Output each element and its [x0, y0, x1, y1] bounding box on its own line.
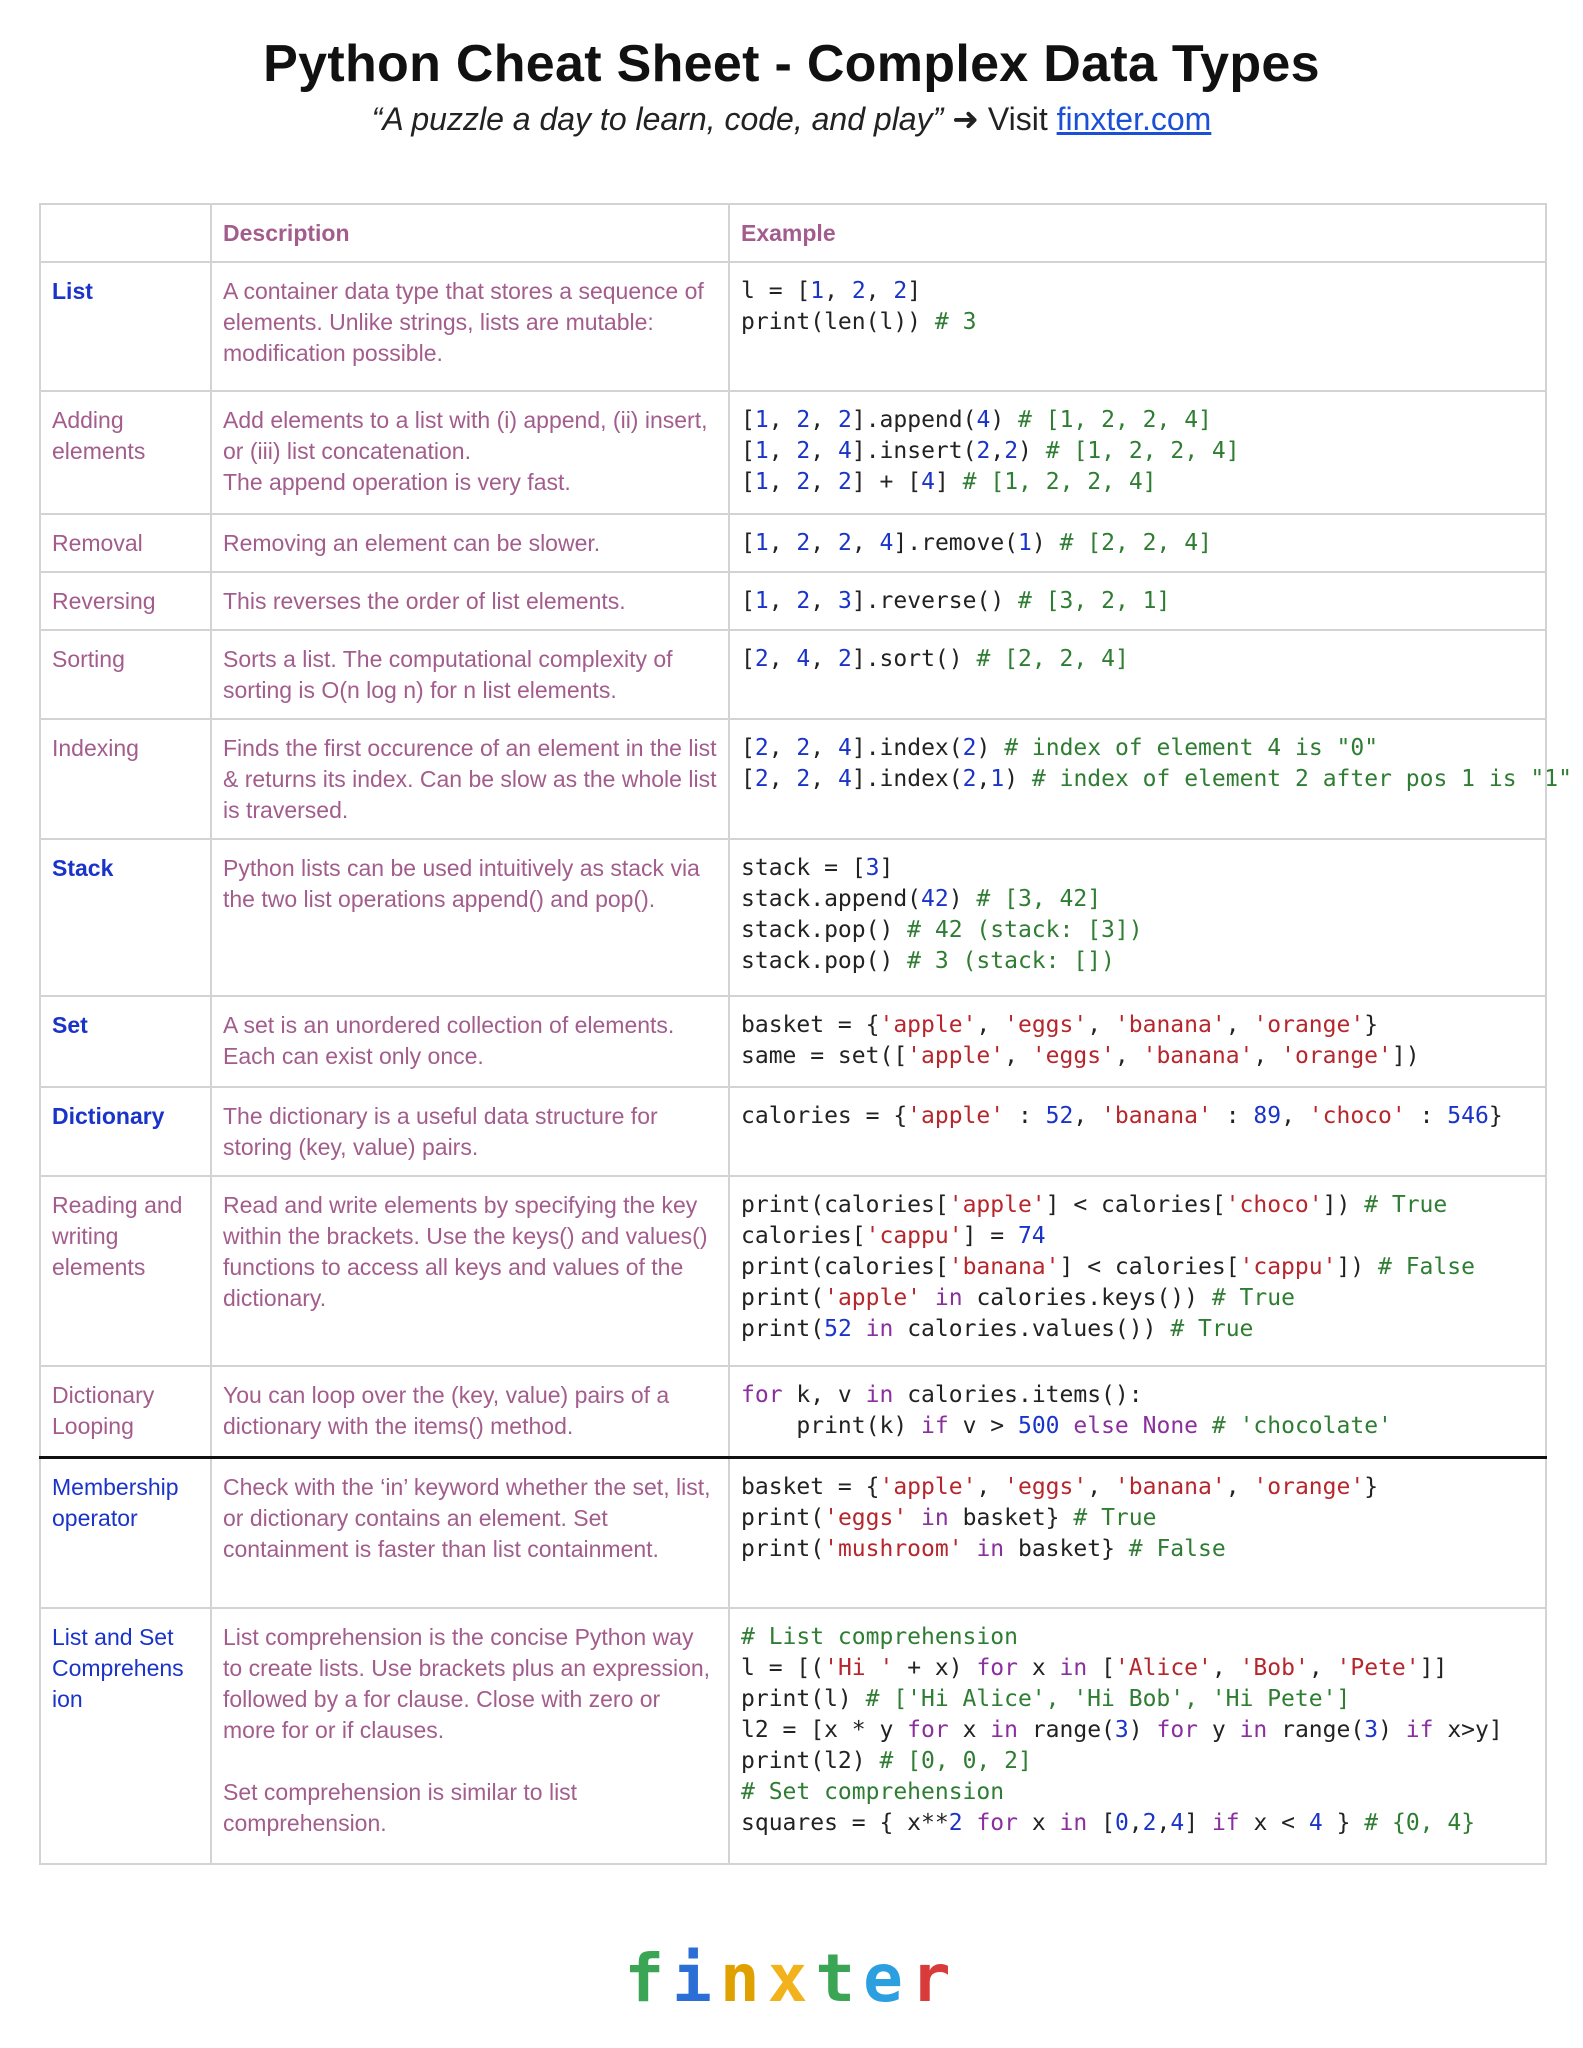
code-line: # Set comprehension [741, 1779, 1005, 1805]
table-row [40, 391, 1546, 514]
row-label: List [40, 262, 211, 391]
row-label: Dictionary Looping [40, 1366, 211, 1457]
header-blank [40, 204, 211, 262]
description-text: Set comprehension is similar to list comprehension. [223, 1779, 578, 1836]
description-text: Sorts a list. The computational complexity of sorting is O(n log n) for n list elements. [223, 646, 673, 703]
row-description [211, 1457, 729, 1608]
description-text: Read and write elements by specifying the key within the brackets. Use the keys() and values() functions to access all keys and values of the dictionary. [223, 1192, 708, 1311]
visit-text: Visit [987, 101, 1048, 137]
logo-letter: r [910, 1940, 959, 2017]
code-line: stack.pop() # 42 (stack: [3]) [741, 917, 1143, 943]
code-line: stack = [3] [741, 855, 894, 881]
code-example [729, 719, 1572, 839]
description-text: Finds the first occurence of an element in the list & returns its index. Can be slow as the whole list is traversed. [223, 735, 717, 823]
code-line: [2, 2, 4].index(2) # index of element 4 is "0" [741, 735, 1379, 761]
table-row [40, 630, 1546, 719]
code-line: print('mushroom' in basket} # False [741, 1535, 1226, 1562]
row-description [211, 1608, 729, 1864]
row-label: Set [40, 996, 211, 1087]
logo-letter: f [624, 1940, 673, 2017]
logo-letter: t [815, 1940, 864, 2017]
header-example: Example [729, 204, 1546, 262]
description-text: A container data type that stores a sequence of elements. Unlike strings, lists are mutable: modification possible. [223, 278, 704, 366]
code-example [729, 996, 1546, 1087]
row-description [211, 839, 729, 996]
table-row [40, 514, 1546, 572]
row-description [211, 719, 729, 839]
subtitle-quote: “A puzzle a day to learn, code, and play” [371, 101, 944, 137]
logo-letter: i [672, 1940, 720, 2017]
row-description [211, 630, 729, 719]
code-line: l = [('Hi ' + x) for x in ['Alice', 'Bob', 'Pete']] [741, 1655, 1448, 1681]
row-description [211, 1087, 729, 1176]
code-example [729, 839, 1546, 996]
code-example [729, 1457, 1546, 1608]
subtitle [0, 100, 1583, 138]
code-example [729, 1087, 1546, 1176]
code-line: [2, 4, 2].sort() # [2, 2, 4] [741, 646, 1129, 672]
description-text: This reverses the order of list elements. [223, 588, 626, 614]
row-label: Dictionary [40, 1087, 211, 1176]
table-row [40, 262, 1546, 391]
code-line: print(len(l)) # 3 [741, 309, 977, 335]
code-line: print(l) # ['Hi Alice', 'Hi Bob', 'Hi Pete'] [741, 1686, 1351, 1712]
code-line: for k, v in calories.items(): [741, 1382, 1143, 1408]
code-line: [1, 2, 2, 4].remove(1) # [2, 2, 4] [741, 530, 1212, 556]
code-line: print('apple' in calories.keys()) # True [741, 1285, 1295, 1311]
row-label: Removal [40, 514, 211, 572]
description-text: Python lists can be used intuitively as stack via the two list operations append() and pop(). [223, 855, 700, 912]
code-line: print(l2) # [0, 0, 2] [741, 1748, 1032, 1774]
table-row [40, 1087, 1546, 1176]
row-description [211, 262, 729, 391]
row-description [211, 996, 729, 1087]
table-row [40, 1608, 1546, 1864]
finxter-logo [0, 1940, 1583, 2017]
description-text: Check with the ‘in’ keyword whether the set, list, or dictionary contains an element. Set containment is faster than list containment. [223, 1473, 711, 1562]
table-row [40, 996, 1546, 1087]
code-line: l = [1, 2, 2] [741, 278, 922, 304]
logo-letter: n [719, 1940, 768, 2017]
code-example [729, 1366, 1546, 1457]
row-label: List and Set Comprehens ion [40, 1608, 211, 1864]
page-title: Python Cheat Sheet - Complex Data Types [263, 35, 1320, 93]
code-line: stack.pop() # 3 (stack: []) [741, 948, 1115, 974]
description-text: List comprehension is the concise Python way to create lists. Use brackets plus an expression, followed by a for clause. Close with zero or more for or if clauses. [223, 1624, 711, 1743]
table-row [40, 572, 1546, 630]
description-text: You can loop over the (key, value) pairs of a dictionary with the items() method. [223, 1382, 670, 1439]
row-label: Adding elements [40, 391, 211, 514]
table-row [40, 1366, 1546, 1457]
row-label: Reversing [40, 572, 211, 630]
description-text: Add elements to a list with (i) append, (ii) insert, or (iii) list concatenation. [223, 407, 708, 464]
code-line: basket = {'apple', 'eggs', 'banana', 'orange'} [741, 1012, 1379, 1038]
code-example [729, 262, 1546, 391]
header-description: Description [211, 204, 729, 262]
finxter-link[interactable]: finxter.com [1056, 101, 1212, 137]
code-example [729, 1176, 1546, 1366]
code-line: # List comprehension [741, 1624, 1018, 1650]
table-row [40, 719, 1546, 839]
code-line: stack.append(42) # [3, 42] [741, 886, 1102, 912]
row-label: Indexing [40, 719, 211, 839]
table-row [40, 1176, 1546, 1366]
description-text: The dictionary is a useful data structure for storing (key, value) pairs. [223, 1103, 658, 1160]
row-label: Sorting [40, 630, 211, 719]
code-line: [1, 2, 2] + [4] # [1, 2, 2, 4] [741, 469, 1157, 495]
code-line: print(k) if v > 500 else None # 'chocolate' [741, 1413, 1392, 1439]
code-line: calories = {'apple' : 52, 'banana' : 89, 'choco' : 546} [741, 1103, 1503, 1129]
logo-letter: x [767, 1940, 816, 2017]
code-line: print(52 in calories.values()) # True [741, 1316, 1254, 1342]
code-example [729, 572, 1546, 630]
code-example [729, 391, 1546, 514]
logo-letter: e [863, 1940, 911, 2017]
row-description [211, 1366, 729, 1457]
row-description [211, 1176, 729, 1366]
row-label: Membership operator [40, 1457, 211, 1608]
code-line: basket = {'apple', 'eggs', 'banana', 'orange'} [741, 1473, 1379, 1500]
code-line: [1, 2, 2].append(4) # [1, 2, 2, 4] [741, 407, 1212, 433]
table-row [40, 839, 1546, 996]
code-line: print(calories['apple'] < calories['choco']) # True [741, 1192, 1448, 1218]
code-line: calories['cappu'] = 74 [741, 1223, 1046, 1249]
code-line: [2, 2, 4].index(2,1) # index of element 2 after pos 1 is "1" [741, 766, 1572, 792]
code-line: squares = { x**2 for x in [0,2,4] if x < 4 } # {0, 4} [741, 1810, 1476, 1836]
cheat-sheet-table [39, 203, 1572, 1865]
table-row [40, 1457, 1546, 1608]
row-description [211, 572, 729, 630]
row-description [211, 391, 729, 514]
code-line: l2 = [x * y for x in range(3) for y in range(3) if x>y] [741, 1717, 1503, 1743]
code-example [729, 1608, 1546, 1864]
code-line: [1, 2, 3].reverse() # [3, 2, 1] [741, 588, 1171, 614]
code-line: [1, 2, 4].insert(2,2) # [1, 2, 2, 4] [741, 438, 1240, 464]
row-label: Stack [40, 839, 211, 996]
code-line: print(calories['banana'] < calories['cappu']) # False [741, 1254, 1475, 1280]
code-line: print('eggs' in basket} # True [741, 1504, 1157, 1531]
code-example [729, 630, 1546, 719]
row-label: Reading and writing elements [40, 1176, 211, 1366]
table-header-row [40, 204, 1546, 262]
code-example [729, 514, 1546, 572]
code-line: same = set(['apple', 'eggs', 'banana', 'orange']) [741, 1043, 1420, 1069]
description-text: A set is an unordered collection of elements. Each can exist only once. [223, 1012, 675, 1069]
description-text: The append operation is very fast. [223, 469, 571, 495]
description-text: Removing an element can be slower. [223, 530, 601, 556]
arrow-icon: ➜ [952, 101, 979, 137]
row-description [211, 514, 729, 572]
